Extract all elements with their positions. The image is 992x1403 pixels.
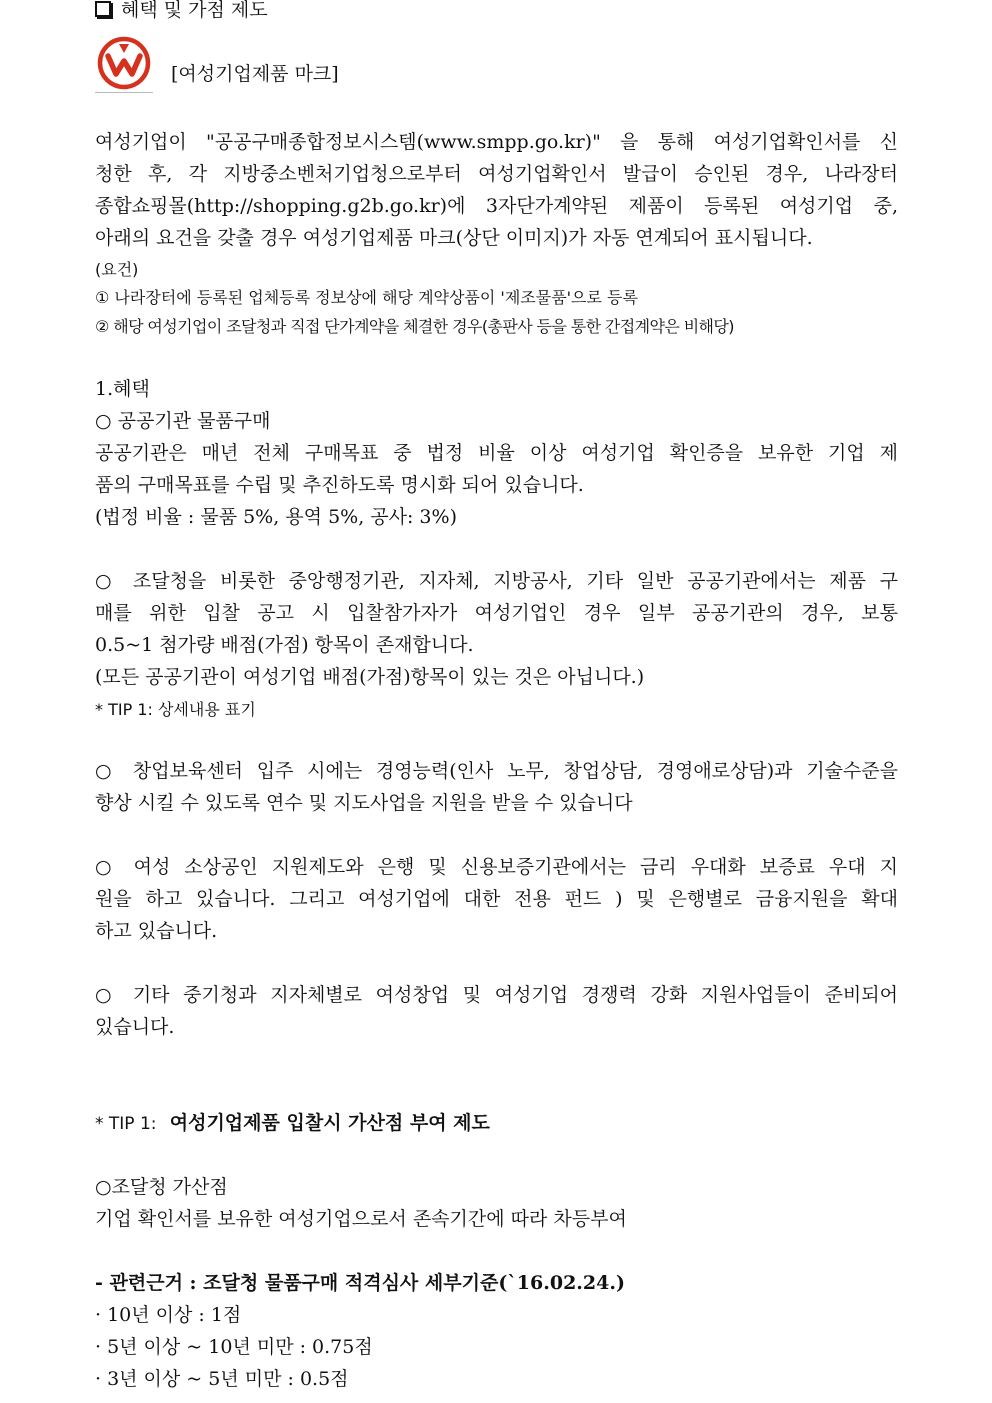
benefit-1-ratio: (법정 비율 : 물품 5%, 용역 5%, 공사: 3%) (95, 506, 457, 528)
benefit-5-line-1: ○ 기타 중기청과 지자체별로 여성창업 및 여성기업 경쟁력 강화 지원사업들이 준비되어 (95, 984, 898, 1006)
tip-subtitle: ○조달청 가산점 (95, 1176, 228, 1198)
logo-underline (95, 92, 153, 93)
benefit-3-line-1: ○ 창업보육센터 입주 시에는 경영능력(인사 노무, 창업상담, 경영애로상담)과 기술수준을 (95, 760, 898, 782)
requirement-2: ② 해당 여성기업이 조달청과 직접 단가계약을 체결한 경우(총판사 등을 통한 간접계약은 비해당) (95, 317, 734, 336)
tip-description: 기업 확인서를 보유한 여성기업으로서 존속기간에 따라 차등부여 (95, 1208, 627, 1230)
benefit-1-title: ○ 공공기관 물품구매 (95, 410, 271, 432)
square-bullet-icon (95, 1, 111, 17)
benefit-4-line-3: 하고 있습니다. (95, 920, 218, 942)
intro-line-2: 청한 후, 각 지방중소벤처기업청으로부터 여성기업확인서 발급이 승인된 경우, 나라장터 (95, 163, 898, 185)
benefit-4-line-1: ○ 여성 소상공인 지원제도와 은행 및 신용보증기관에서는 금리 우대화 보증료 우대 지 (95, 856, 898, 878)
score-item-3: · 3년 이상 ~ 5년 미만 : 0.5점 (95, 1368, 349, 1390)
benefit-3-line-2: 향상 시킬 수 있도록 연수 및 지도사업을 지원을 받을 수 있습니다 (95, 792, 633, 814)
benefit-1-line-1: 공공기관은 매년 전체 구매목표 중 법정 비율 이상 여성기업 확인증을 보유한 기업 제 (95, 442, 898, 464)
requirement-1: ① 나라장터에 등록된 업체등록 정보상에 해당 계약상품이 '제조물품'으로 등록 (95, 288, 638, 307)
benefit-2-line-2: 매를 위한 입찰 공고 시 입찰참가자가 여성기업인 경우 일부 공공기관의 경우, 보통 (95, 602, 898, 624)
benefit-2-line-3: 0.5~1 첨가량 배점(가점) 항목이 존재합니다. (95, 634, 474, 656)
tip-title-text: 여성기업제품 입찰시 가산점 부여 제도 (169, 1112, 490, 1134)
benefits-title: 1.혜택 (95, 378, 150, 400)
intro-line-1: 여성기업이 "공공구매종합정보시스템(www.smpp.go.kr)" 을 통해 여성기업확인서를 신 (95, 131, 898, 153)
benefit-1-line-2: 품의 구매목표를 수립 및 추진하도록 명시화 되어 있습니다. (95, 474, 584, 496)
benefit-2-line-1: ○ 조달청을 비롯한 중앙행정기관, 지자체, 지방공사, 기타 일반 공공기관에서는 제품 구 (95, 570, 898, 592)
women-enterprise-mark-logo (95, 34, 153, 92)
requirements-label: (요건) (95, 260, 139, 279)
tip-basis: - 관련근거 : 조달청 물품구매 적격심사 세부기준(`16.02.24.) (95, 1272, 625, 1294)
section-heading: 혜택 및 가점 제도 (95, 0, 268, 22)
intro-line-3: 종합쇼핑몰(http://shopping.g2b.go.kr)에 3자단가계약된 제품이 등록된 여성기업 중, (95, 195, 898, 217)
score-item-1: · 10년 이상 : 1점 (95, 1304, 242, 1326)
benefit-4-line-2: 원을 하고 있습니다. 그리고 여성기업에 대한 전용 펀드 ) 및 은행별로 금융지원을 확대 (95, 888, 898, 910)
benefit-2-tip: * TIP 1: 상세내용 표기 (95, 700, 256, 719)
tip-title (95, 1111, 490, 1136)
benefit-5-line-2: 있습니다. (95, 1016, 175, 1038)
score-item-2: · 5년 이상 ~ 10년 미만 : 0.75점 (95, 1336, 373, 1358)
benefit-2-line-4: (모든 공공기관이 여성기업 배점(가점)항목이 있는 것은 아닙니다.) (95, 666, 645, 688)
tip-prefix: * TIP 1: (95, 1114, 157, 1134)
intro-line-4: 아래의 요건을 갖출 경우 여성기업제품 마크(상단 이미지)가 자동 연계되어 표시됩니다. (95, 227, 813, 249)
logo-caption: [여성기업제품 마크] (171, 63, 339, 85)
